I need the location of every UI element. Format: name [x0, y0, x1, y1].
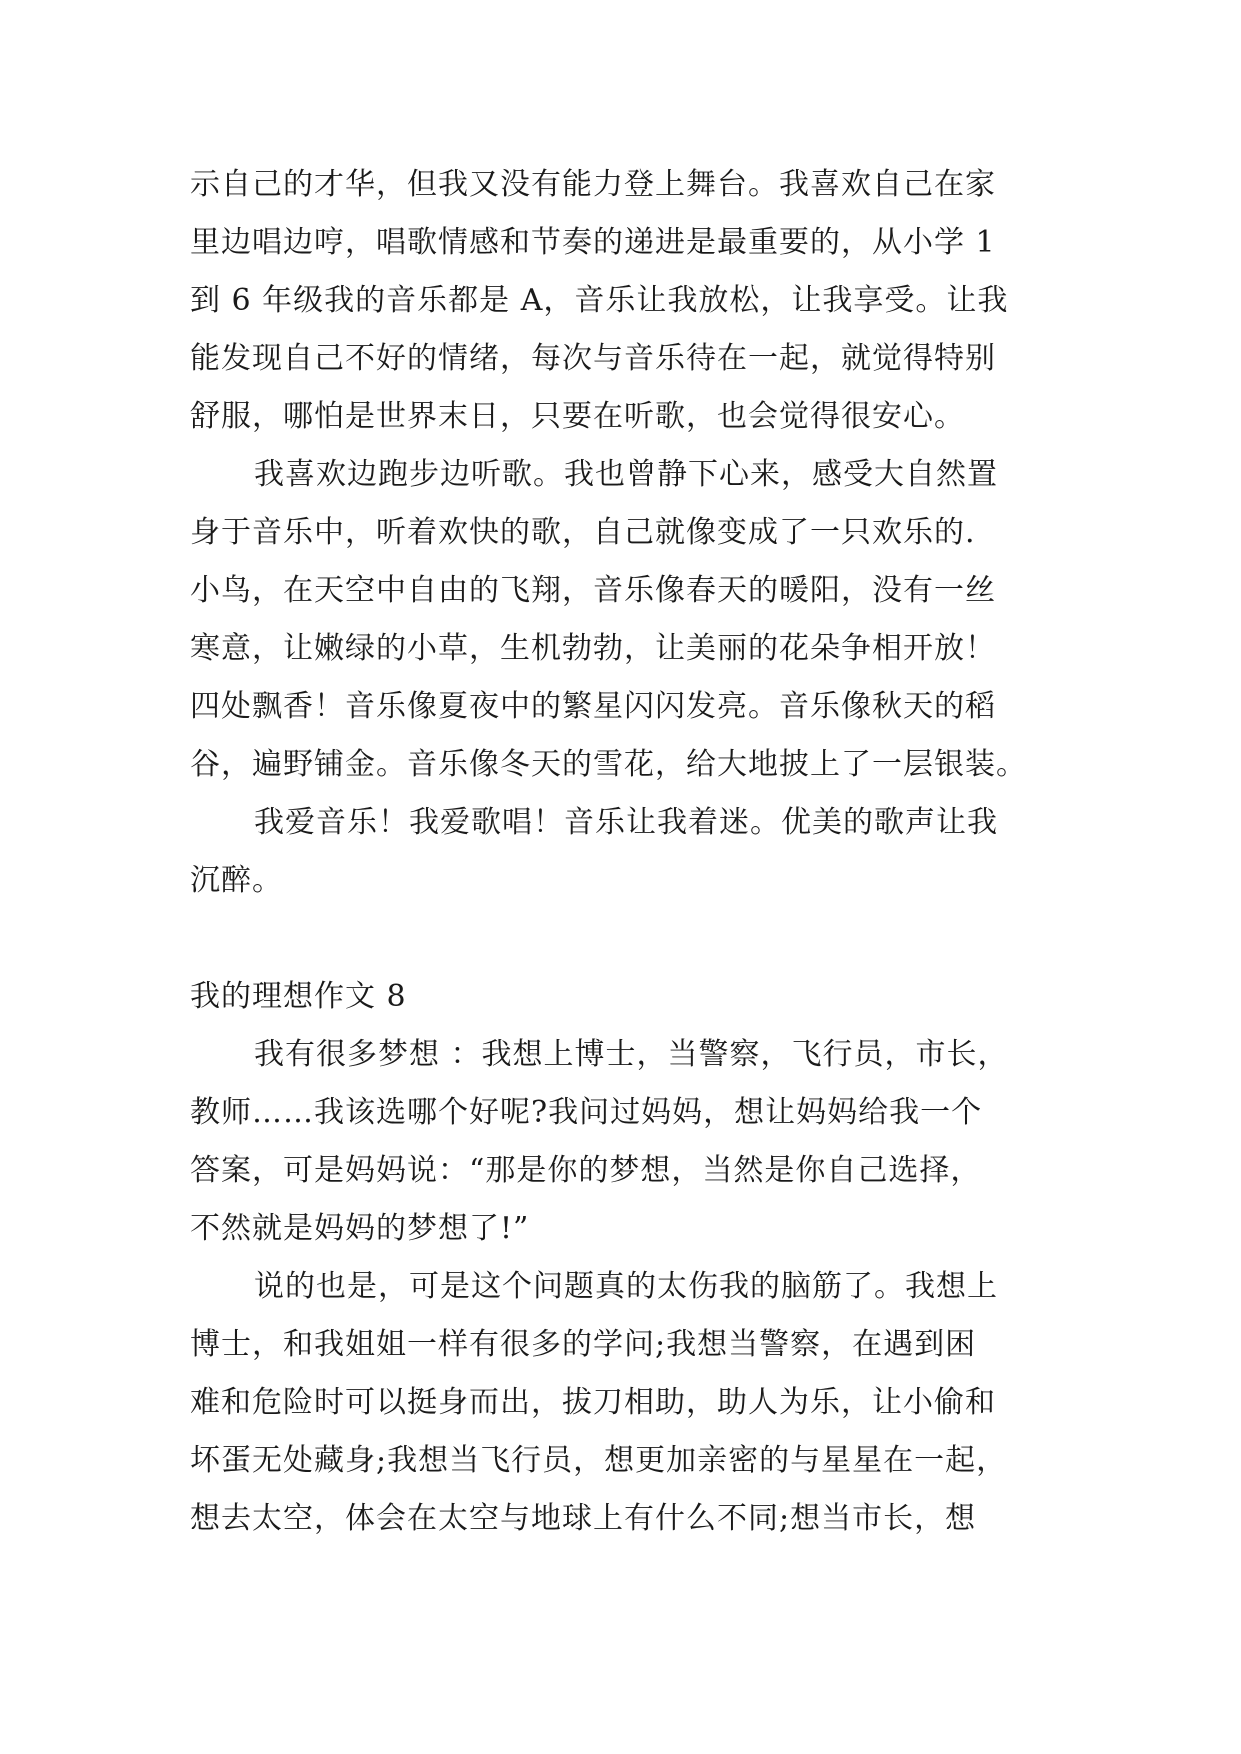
paragraph-line: 答案，可是妈妈说：“那是你的梦想，当然是你自己选择，	[190, 1153, 982, 1188]
essay-title: 我的理想作文 8	[190, 979, 407, 1014]
paragraph-line: 能发现自己不好的情绪，每次与音乐待在一起，就觉得特别	[190, 341, 996, 376]
paragraph-line: 舒服，哪怕是世界末日，只要在听歌，也会觉得很安心。	[190, 399, 965, 434]
paragraph-line: 寒意，让嫩绿的小草，生机勃勃，让美丽的花朵争相开放！	[190, 631, 996, 666]
paragraph-line: 我爱音乐！我爱歌唱！音乐让我着迷。优美的歌声让我	[254, 805, 998, 840]
paragraph-line: 我有很多梦想 ：我想上博士，当警察，飞行员，市长，	[254, 1037, 1009, 1072]
paragraph-line: 难和危险时可以挺身而出，拔刀相助，助人为乐，让小偷和	[190, 1385, 996, 1420]
paragraph-line: 小鸟，在天空中自由的飞翔，音乐像春天的暖阳，没有一丝	[190, 573, 996, 608]
paragraph-line: 里边唱边哼，唱歌情感和节奏的递进是最重要的，从小学 1	[190, 225, 996, 260]
paragraph-line: 不然就是妈妈的梦想了!”	[190, 1211, 530, 1246]
paragraph-line: 说的也是，可是这个问题真的太伤我的脑筋了。我想上	[254, 1269, 998, 1304]
paragraph-line: 坏蛋无处藏身;我想当飞行员，想更加亲密的与星星在一起，	[190, 1443, 1008, 1478]
paragraph-line: 博士，和我姐姐一样有很多的学问;我想当警察，在遇到困	[190, 1327, 977, 1362]
paragraph-line: 沉醉。	[190, 863, 283, 898]
paragraph-line: 谷，遍野铺金。音乐像冬天的雪花，给大地披上了一层银装。	[190, 747, 1027, 782]
paragraph-line: 到 6 年级我的音乐都是 A，音乐让我放松，让我享受。让我	[190, 283, 1009, 318]
paragraph-line: 四处飘香！音乐像夏夜中的繁星闪闪发亮。音乐像秋天的稻	[190, 689, 996, 724]
paragraph-line: 示自己的才华，但我又没有能力登上舞台。我喜欢自己在家	[190, 167, 996, 202]
paragraph-line: 想去太空，体会在太空与地球上有什么不同;想当市长，想	[190, 1501, 977, 1536]
paragraph-line: 我喜欢边跑步边听歌。我也曾静下心来，感受大自然置	[254, 457, 998, 492]
paragraph-line: 教师……我该选哪个好呢?我问过妈妈，想让妈妈给我一个	[190, 1095, 983, 1130]
paragraph-line: 身于音乐中，听着欢快的歌，自己就像变成了一只欢乐的.	[190, 515, 976, 550]
